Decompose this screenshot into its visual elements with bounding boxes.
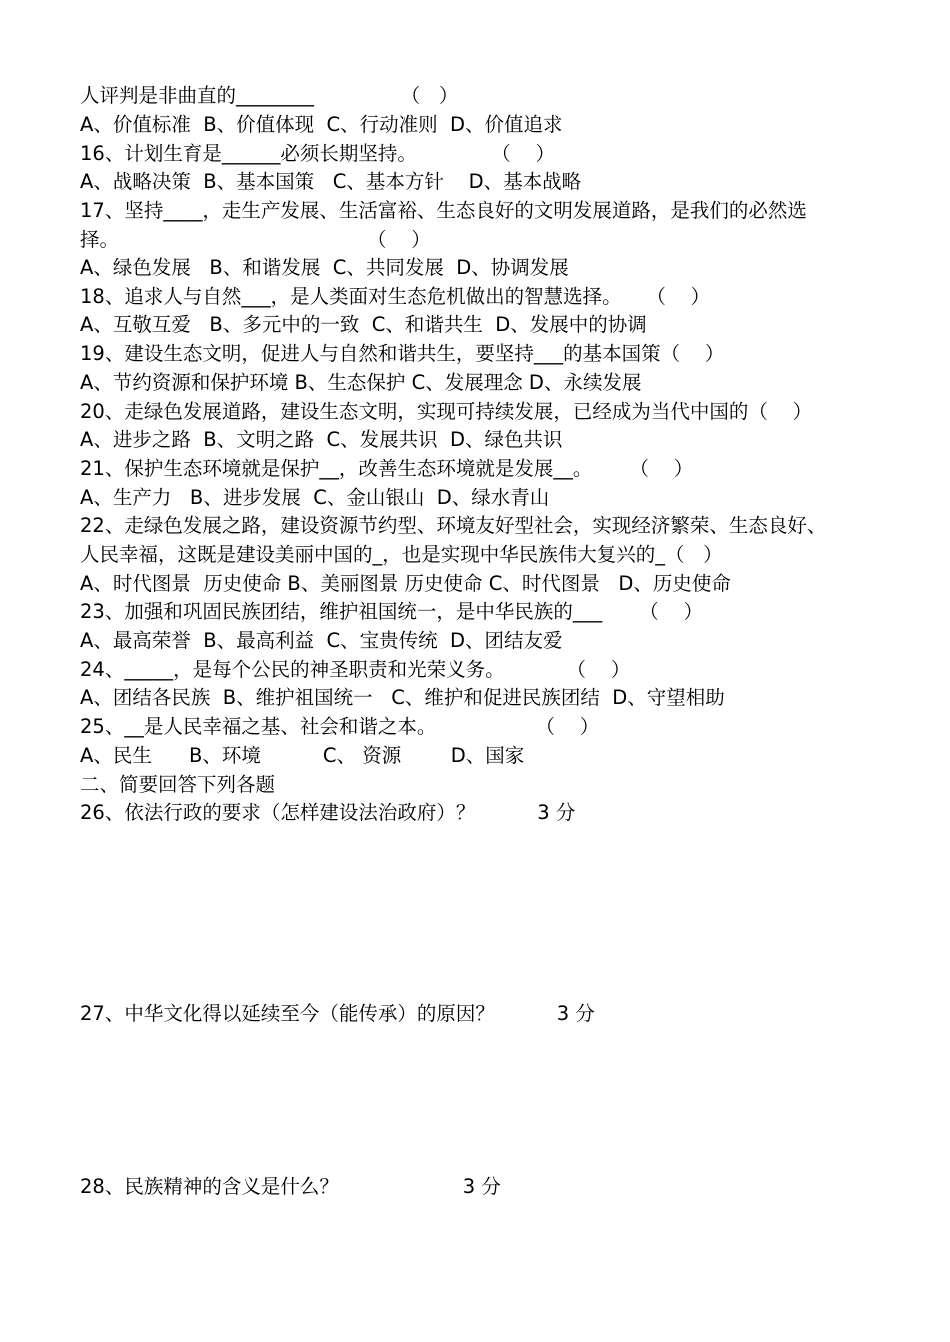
question-17-options: A、绿色发展 B、和谐发展 C、共同发展 D、协调发展 [80, 256, 569, 279]
question-19-stem: 19、建设生态文明，促进人与自然和谐共生，要坚持___的基本国策（ ） [80, 342, 725, 365]
question-22-options: A、时代图景 历史使命 B、美丽图景 历史使命 C、时代图景 D、历史使命 [80, 572, 731, 595]
question-15-options: A、价值标准 B、价值体现 C、行动准则 D、价值追求 [80, 113, 563, 136]
section-2-heading: 二、简要回答下列各题 [80, 773, 276, 796]
question-20-options: A、进步之路 B、文明之路 C、发展共识 D、绿色共识 [80, 428, 563, 451]
question-19-options: A、节约资源和保护环境 B、生态保护 C、发展理念 D、永续发展 [80, 371, 642, 394]
question-27: 27、中华文化得以延续至今（能传承）的原因？ 3 分 [80, 1002, 595, 1025]
question-15-stem-end: 人评判是非曲直的________ （ ） [80, 84, 459, 107]
question-28: 28、民族精神的含义是什么？ 3 分 [80, 1175, 501, 1198]
question-21-stem: 21、保护生态环境就是保护__，改善生态环境就是发展__。 （ ） [80, 457, 694, 480]
question-16-options: A、战略决策 B、基本国策 C、基本方针 D、基本战略 [80, 170, 582, 193]
question-25-stem: 25、__是人民幸福之基、社会和谐之本。 （ ） [80, 715, 600, 738]
question-24-options: A、团结各民族 B、维护祖国统一 C、维护和促进民族团结 D、守望相助 [80, 686, 725, 709]
question-23-options: A、最高荣誉 B、最高利益 C、宝贵传统 D、团结友爱 [80, 629, 563, 652]
question-16-stem: 16、计划生育是______必须长期坚持。 （ ） [80, 142, 555, 165]
question-20-stem: 20、走绿色发展道路，建设生态文明，实现可持续发展，已经成为当代中国的（ ） [80, 400, 813, 423]
question-18-stem: 18、追求人与自然___，是人类面对生态危机做出的智慧选择。 （ ） [80, 285, 711, 308]
question-26: 26、依法行政的要求（怎样建设法治政府）？ 3 分 [80, 801, 576, 824]
question-25-options: A、民生 B、环境 C、 资源 D、国家 [80, 744, 525, 767]
question-17-stem: 17、坚持____，走生产发展、生活富裕、生态良好的文明发展道路，是我们的必然选 [80, 199, 807, 222]
question-18-options: A、互敬互爱 B、多元中的一致 C、和谐共生 D、发展中的协调 [80, 313, 647, 336]
question-22-stem: 22、走绿色发展之路，建设资源节约型、环境友好型社会，实现经济繁荣、生态良好、 [80, 514, 827, 537]
question-24-stem: 24、_____，是每个公民的神圣职责和光荣义务。 （ ） [80, 658, 631, 681]
question-21-options: A、生产力 B、进步发展 C、金山银山 D、绿水青山 [80, 486, 550, 509]
question-17-stem-cont: 择。 （ ） [80, 228, 431, 251]
question-22-stem-cont: 人民幸福，这既是建设美丽中国的_，也是实现中华民族伟大复兴的_（ ） [80, 543, 723, 566]
question-23-stem: 23、加强和巩固民族团结，维护祖国统一，是中华民族的___ （ ） [80, 600, 704, 623]
